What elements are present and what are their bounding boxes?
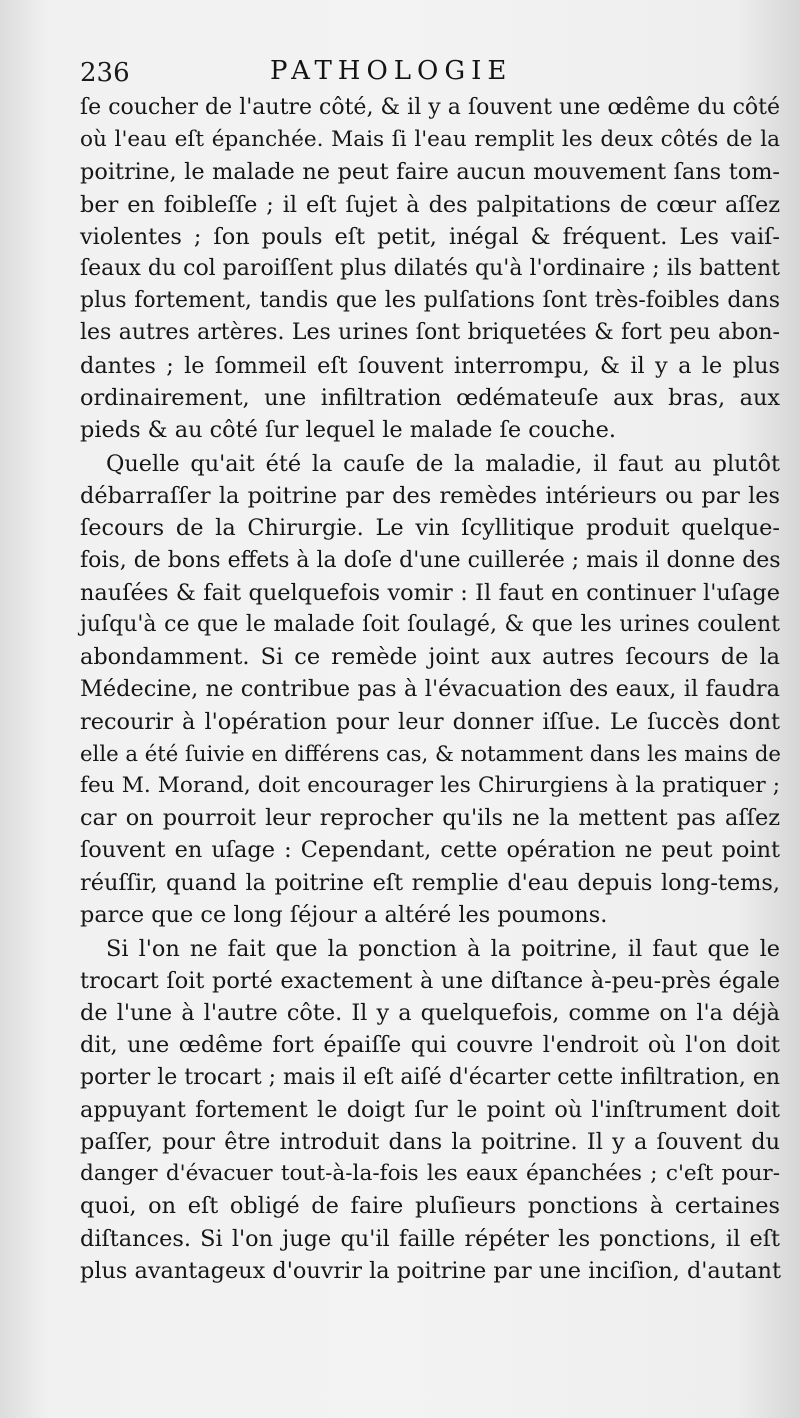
text-line: pieds & au côté ſur lequel le malade ſe couche.	[80, 416, 616, 443]
text-line: où l'eau eſt épanchée. Mais ſi l'eau remplit les deux côtés de la	[80, 127, 780, 153]
text-line: car on pourroit leur reprocher qu'ils ne la mettent pas aſſez	[80, 805, 780, 832]
body-text	[80, 92, 780, 1287]
text-line: quoi, on eſt obligé de faire pluſieurs ponctions à certaines	[80, 1193, 780, 1220]
text-line: trocart ſoit porté exactement à une diſtance à-peu-près égale	[80, 968, 780, 995]
text-line: Si l'on ne fait que la ponction à la poitrine, il faut que le	[106, 935, 780, 962]
text-line: diſtances. Si l'on juge qu'il faille répéter les ponctions, il eſt	[80, 1225, 780, 1252]
page-number: 236	[80, 58, 130, 88]
text-line: débarraſſer la poitrine par des remèdes intérieurs ou par les	[80, 483, 780, 510]
text-line: feu M. Morand, doit encourager les Chirurgiens à la pratiquer ;	[80, 772, 780, 798]
text-line: plus fortement, tandis que les pulſations ſont très-foibles dans	[80, 288, 780, 314]
text-line: nauſées & fait quelquefois vomir : Il faut en continuer l'uſage	[80, 579, 780, 606]
text-line: appuyant fortement le doigt ſur le point où l'inſtrument doit	[80, 1096, 780, 1123]
text-line: abondamment. Si ce remède joint aux autres ſecours de la	[80, 644, 780, 671]
text-line: plus avantageux d'ouvrir la poitrine par une inciſion, d'autant	[80, 1257, 781, 1284]
text-line: de l'une à l'autre côte. Il y a quelquefois, comme on l'a déjà	[80, 1000, 780, 1027]
text-line: dantes ; le ſommeil eſt ſouvent interrompu, & il y a le plus	[80, 352, 780, 379]
text-line: poitrine, le malade ne peut faire aucun mouvement ſans tom-	[80, 159, 780, 186]
paragraph	[80, 92, 780, 446]
text-line: réuſſir, quand la poitrine eſt remplie d'eau depuis long-tems,	[80, 869, 780, 896]
text-line: les autres artères. Les urines ſont briquetées & fort peu abon-	[80, 320, 780, 346]
text-line: parce que ce long ſéjour a altéré les poumons.	[80, 901, 608, 928]
text-line: ſecours de la Chirurgie. Le vin ſcyllitique produit quelque-	[80, 515, 780, 542]
text-line: paſſer, pour être introduit dans la poitrine. Il y a ſouvent du	[80, 1129, 780, 1155]
text-line: ber en foibleſſe ; il eſt ſujet à des palpitations de cœur aſſez	[80, 191, 780, 218]
text-line: ſouvent en uſage : Cependant, cette opération ne peut point	[80, 837, 780, 864]
text-line: danger d'évacuer tout-à-la-fois les eaux épanchées ; c'eſt pour-	[80, 1161, 780, 1187]
text-line: dit, une œdême fort épaiſſe qui couvre l'endroit où l'on doit	[80, 1032, 780, 1059]
page-header	[80, 52, 740, 92]
text-line: elle a été ſuivie en différens cas, & notamment dans les mains de	[80, 740, 781, 766]
text-line: ſe coucher de l'autre côté, & il y a ſouvent une œdême du côté	[80, 95, 780, 120]
text-line: juſqu'à ce que le malade ſoit ſoulagé, & que les urines coulent	[80, 612, 780, 637]
text-line: violentes ; ſon pouls eſt petit, inégal & fréquent. Les vaiſ-	[80, 223, 780, 250]
text-line: porter le trocart ; mais il eſt aiſé d'écarter cette infiltration, en	[80, 1064, 781, 1090]
running-head: PATHOLOGIE	[270, 56, 513, 86]
text-line: recourir à l'opération pour leur donner iſſue. Le ſuccès dont	[80, 708, 780, 735]
text-line: fois, de bons effets à la doſe d'une cuillerée ; mais il donne des	[80, 547, 781, 573]
text-line: Quelle qu'ait été la cauſe de la maladie, il faut au plutôt	[106, 451, 780, 478]
text-line: ordinairement, une infiltration œdémateuſe aux bras, aux	[80, 384, 780, 411]
paragraph	[80, 933, 780, 1287]
text-line: ſeaux du col paroiſſent plus dilatés qu'à l'ordinaire ; ils battent	[80, 255, 780, 281]
paragraph	[80, 448, 780, 931]
text-line: Médecine, ne contribue pas à l'évacuation des eaux, il faudra	[80, 676, 780, 703]
